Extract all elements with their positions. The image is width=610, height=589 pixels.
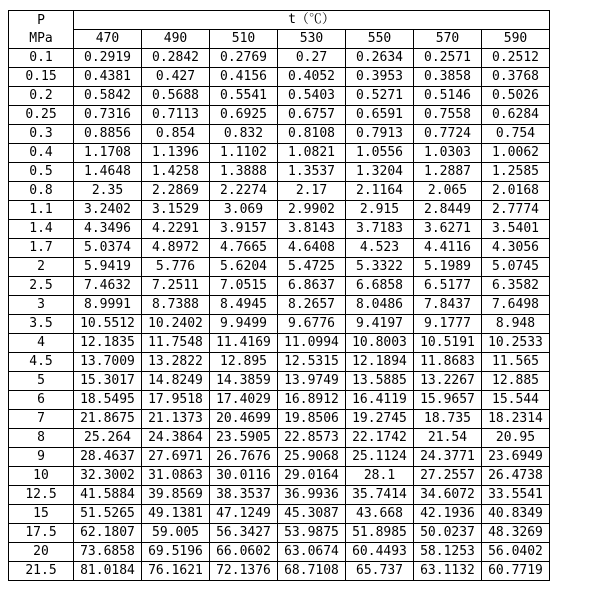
value-cell: 8.2657 [278,296,346,315]
value-cell: 0.832 [210,125,278,144]
table-row [9,296,550,315]
value-cell: 0.3768 [482,68,550,87]
value-cell: 0.7558 [414,106,482,125]
table-row [9,372,550,391]
value-cell: 7.8437 [414,296,482,315]
value-cell: 0.6591 [346,106,414,125]
value-cell: 51.5265 [74,505,142,524]
value-cell: 48.3269 [482,524,550,543]
value-cell: 12.885 [482,372,550,391]
table-row [9,505,550,524]
value-cell: 0.4156 [210,68,278,87]
temperature-column-header: 470 [74,30,142,49]
value-cell: 14.8249 [142,372,210,391]
value-cell: 22.8573 [278,429,346,448]
value-cell: 38.3537 [210,486,278,505]
value-cell: 21.1373 [142,410,210,429]
value-cell: 0.5271 [346,87,414,106]
value-cell: 25.264 [74,429,142,448]
value-cell: 4.7665 [210,239,278,258]
value-cell: 35.7414 [346,486,414,505]
table-row [9,239,550,258]
value-cell: 2.17 [278,182,346,201]
value-cell: 1.0062 [482,144,550,163]
value-cell: 4.4116 [414,239,482,258]
pressure-header [9,11,74,49]
value-cell: 33.5541 [482,486,550,505]
value-cell: 10.5512 [74,315,142,334]
value-cell: 0.427 [142,68,210,87]
value-cell: 0.754 [482,125,550,144]
value-cell: 5.6204 [210,258,278,277]
pressure-cell: 6 [9,391,74,410]
value-cell: 42.1936 [414,505,482,524]
table-row [9,448,550,467]
value-cell: 60.7719 [482,562,550,581]
pressure-cell: 0.8 [9,182,74,201]
value-cell: 26.7676 [210,448,278,467]
value-cell: 32.3002 [74,467,142,486]
value-cell: 2.2274 [210,182,278,201]
value-cell: 8.0486 [346,296,414,315]
table-row [9,562,550,581]
value-cell: 6.6858 [346,277,414,296]
value-cell: 24.3864 [142,429,210,448]
value-cell: 0.6925 [210,106,278,125]
value-cell: 12.1835 [74,334,142,353]
value-cell: 0.6284 [482,106,550,125]
value-cell: 24.3771 [414,448,482,467]
value-cell: 29.0164 [278,467,346,486]
temperature-column-header: 490 [142,30,210,49]
value-cell: 10.5191 [414,334,482,353]
value-cell: 14.3859 [210,372,278,391]
value-cell: 0.7724 [414,125,482,144]
value-cell: 72.1376 [210,562,278,581]
value-cell: 11.4169 [210,334,278,353]
value-cell: 1.3204 [346,163,414,182]
value-cell: 9.6776 [278,315,346,334]
table-row [9,486,550,505]
value-cell: 1.1102 [210,144,278,163]
value-cell: 62.1807 [74,524,142,543]
pressure-cell: 2.5 [9,277,74,296]
value-cell: 73.6858 [74,543,142,562]
value-cell: 2.065 [414,182,482,201]
value-cell: 25.1124 [346,448,414,467]
value-cell: 10.2533 [482,334,550,353]
value-cell: 1.3888 [210,163,278,182]
value-cell: 65.737 [346,562,414,581]
value-cell: 0.4381 [74,68,142,87]
value-cell: 0.5842 [74,87,142,106]
value-cell: 10.8003 [346,334,414,353]
value-cell: 31.0863 [142,467,210,486]
value-cell: 49.1381 [142,505,210,524]
value-cell: 5.776 [142,258,210,277]
value-cell: 2.2869 [142,182,210,201]
value-cell: 28.1 [346,467,414,486]
pressure-cell: 0.3 [9,125,74,144]
value-cell: 23.6949 [482,448,550,467]
value-cell: 3.6271 [414,220,482,239]
value-cell: 7.6498 [482,296,550,315]
pressure-label: P [37,12,45,28]
table-row [9,220,550,239]
value-cell: 27.6971 [142,448,210,467]
value-cell: 23.5905 [210,429,278,448]
pressure-cell: 3.5 [9,315,74,334]
value-cell: 1.4648 [74,163,142,182]
value-cell: 76.1621 [142,562,210,581]
temperature-column-header: 570 [414,30,482,49]
value-cell: 25.9068 [278,448,346,467]
value-cell: 56.0402 [482,543,550,562]
temperature-header: t（℃） [74,11,550,30]
value-cell: 17.4029 [210,391,278,410]
value-cell: 56.3427 [210,524,278,543]
value-cell: 10.2402 [142,315,210,334]
value-cell: 5.4725 [278,258,346,277]
value-cell: 28.4637 [74,448,142,467]
pressure-cell: 5 [9,372,74,391]
value-cell: 11.8683 [414,353,482,372]
value-cell: 19.8506 [278,410,346,429]
value-cell: 5.0745 [482,258,550,277]
table-row [9,315,550,334]
table-row [9,467,550,486]
value-cell: 0.7316 [74,106,142,125]
pressure-cell: 0.25 [9,106,74,125]
pressure-cell: 1.4 [9,220,74,239]
value-cell: 66.0602 [210,543,278,562]
value-cell: 4.523 [346,239,414,258]
value-cell: 3.2402 [74,201,142,220]
value-cell: 7.2511 [142,277,210,296]
value-cell: 0.6757 [278,106,346,125]
value-cell: 16.4119 [346,391,414,410]
table-row [9,201,550,220]
pressure-cell: 0.4 [9,144,74,163]
value-cell: 22.1742 [346,429,414,448]
table-row [9,144,550,163]
value-cell: 18.2314 [482,410,550,429]
value-cell: 7.4632 [74,277,142,296]
pressure-cell: 0.2 [9,87,74,106]
value-cell: 4.3496 [74,220,142,239]
value-cell: 17.9518 [142,391,210,410]
value-cell: 4.2291 [142,220,210,239]
value-cell: 63.1132 [414,562,482,581]
value-cell: 4.3056 [482,239,550,258]
table-row [9,163,550,182]
value-cell: 21.8675 [74,410,142,429]
value-cell: 0.7113 [142,106,210,125]
table-row [9,277,550,296]
value-cell: 63.0674 [278,543,346,562]
value-cell: 53.9875 [278,524,346,543]
table-row [9,49,550,68]
value-cell: 1.1396 [142,144,210,163]
value-cell: 60.4493 [346,543,414,562]
value-cell: 12.895 [210,353,278,372]
value-cell: 15.544 [482,391,550,410]
value-cell: 5.9419 [74,258,142,277]
value-cell: 39.8569 [142,486,210,505]
value-cell: 12.5315 [278,353,346,372]
value-cell: 8.7388 [142,296,210,315]
value-cell: 11.7548 [142,334,210,353]
value-cell: 21.54 [414,429,482,448]
pressure-cell: 12.5 [9,486,74,505]
pressure-cell: 0.1 [9,49,74,68]
value-cell: 59.005 [142,524,210,543]
pressure-cell: 15 [9,505,74,524]
pressure-cell: 7 [9,410,74,429]
value-cell: 47.1249 [210,505,278,524]
value-cell: 0.7913 [346,125,414,144]
value-cell: 45.3087 [278,505,346,524]
value-cell: 1.4258 [142,163,210,182]
value-cell: 2.35 [74,182,142,201]
value-cell: 36.9936 [278,486,346,505]
value-cell: 1.2585 [482,163,550,182]
value-cell: 4.8972 [142,239,210,258]
value-cell: 18.735 [414,410,482,429]
pressure-cell: 9 [9,448,74,467]
value-cell: 3.7183 [346,220,414,239]
pressure-cell: 4.5 [9,353,74,372]
value-cell: 6.3582 [482,277,550,296]
table-row [9,543,550,562]
value-cell: 4.6408 [278,239,346,258]
value-cell: 0.854 [142,125,210,144]
value-cell: 8.9991 [74,296,142,315]
value-cell: 0.5541 [210,87,278,106]
value-cell: 2.8449 [414,201,482,220]
header-row-1 [9,11,550,30]
pressure-cell: 0.5 [9,163,74,182]
value-cell: 5.0374 [74,239,142,258]
value-cell: 0.5688 [142,87,210,106]
value-cell: 1.0821 [278,144,346,163]
pressure-cell: 1.7 [9,239,74,258]
pressure-cell: 21.5 [9,562,74,581]
value-cell: 1.3537 [278,163,346,182]
value-cell: 34.6072 [414,486,482,505]
value-cell: 3.069 [210,201,278,220]
value-cell: 1.2887 [414,163,482,182]
value-cell: 0.2919 [74,49,142,68]
table-row [9,258,550,277]
value-cell: 5.1989 [414,258,482,277]
value-cell: 9.4197 [346,315,414,334]
value-cell: 0.8108 [278,125,346,144]
value-cell: 15.9657 [414,391,482,410]
value-cell: 16.8912 [278,391,346,410]
value-cell: 1.0303 [414,144,482,163]
value-cell: 20.4699 [210,410,278,429]
value-cell: 7.0515 [210,277,278,296]
value-cell: 15.3017 [74,372,142,391]
table-row [9,87,550,106]
value-cell: 1.0556 [346,144,414,163]
value-cell: 0.3953 [346,68,414,87]
temperature-column-header: 550 [346,30,414,49]
value-cell: 81.0184 [74,562,142,581]
pressure-cell: 4 [9,334,74,353]
value-cell: 2.7774 [482,201,550,220]
value-cell: 41.5884 [74,486,142,505]
pressure-cell: 2 [9,258,74,277]
value-cell: 18.5495 [74,391,142,410]
value-cell: 13.9749 [278,372,346,391]
value-cell: 0.2512 [482,49,550,68]
temperature-column-header: 590 [482,30,550,49]
value-cell: 3.1529 [142,201,210,220]
value-cell: 9.9499 [210,315,278,334]
value-cell: 6.8637 [278,277,346,296]
temperature-column-header: 530 [278,30,346,49]
table-row [9,125,550,144]
value-cell: 27.2557 [414,467,482,486]
value-cell: 0.3858 [414,68,482,87]
value-cell: 8.948 [482,315,550,334]
pressure-cell: 17.5 [9,524,74,543]
value-cell: 1.1708 [74,144,142,163]
table-row [9,334,550,353]
value-cell: 0.2769 [210,49,278,68]
value-cell: 0.4052 [278,68,346,87]
value-cell: 13.2267 [414,372,482,391]
pressure-cell: 10 [9,467,74,486]
value-cell: 2.9902 [278,201,346,220]
table-row [9,391,550,410]
value-cell: 0.2571 [414,49,482,68]
value-cell: 2.915 [346,201,414,220]
pressure-cell: 1.1 [9,201,74,220]
temperature-values-row [9,30,550,49]
value-cell: 0.2634 [346,49,414,68]
value-cell: 0.2842 [142,49,210,68]
value-cell: 50.0237 [414,524,482,543]
pressure-cell: 0.15 [9,68,74,87]
temperature-column-header: 510 [210,30,278,49]
value-cell: 13.7009 [74,353,142,372]
value-cell: 3.5401 [482,220,550,239]
value-cell: 8.4945 [210,296,278,315]
table-header [9,11,550,49]
pressure-cell: 8 [9,429,74,448]
value-cell: 13.5885 [346,372,414,391]
value-cell: 30.0116 [210,467,278,486]
value-cell: 43.668 [346,505,414,524]
value-cell: 51.8985 [346,524,414,543]
value-cell: 58.1253 [414,543,482,562]
value-cell: 11.565 [482,353,550,372]
value-cell: 0.5146 [414,87,482,106]
table-row [9,353,550,372]
value-cell: 9.1777 [414,315,482,334]
table-row [9,524,550,543]
value-cell: 0.5026 [482,87,550,106]
value-cell: 12.1894 [346,353,414,372]
value-cell: 26.4738 [482,467,550,486]
value-cell: 2.0168 [482,182,550,201]
value-cell: 20.95 [482,429,550,448]
value-cell: 69.5196 [142,543,210,562]
value-cell: 6.5177 [414,277,482,296]
value-cell: 0.5403 [278,87,346,106]
value-cell: 68.7108 [278,562,346,581]
table-body [9,49,550,581]
value-cell: 3.9157 [210,220,278,239]
data-table [8,10,550,581]
pressure-cell: 20 [9,543,74,562]
value-cell: 19.2745 [346,410,414,429]
pressure-unit: MPa [29,30,53,46]
value-cell: 0.27 [278,49,346,68]
value-cell: 13.2822 [142,353,210,372]
table-row [9,429,550,448]
value-cell: 3.8143 [278,220,346,239]
value-cell: 5.3322 [346,258,414,277]
table-row [9,68,550,87]
value-cell: 40.8349 [482,505,550,524]
table-row [9,410,550,429]
value-cell: 2.1164 [346,182,414,201]
pressure-cell: 3 [9,296,74,315]
table-row [9,182,550,201]
value-cell: 11.0994 [278,334,346,353]
table-row [9,106,550,125]
value-cell: 0.8856 [74,125,142,144]
